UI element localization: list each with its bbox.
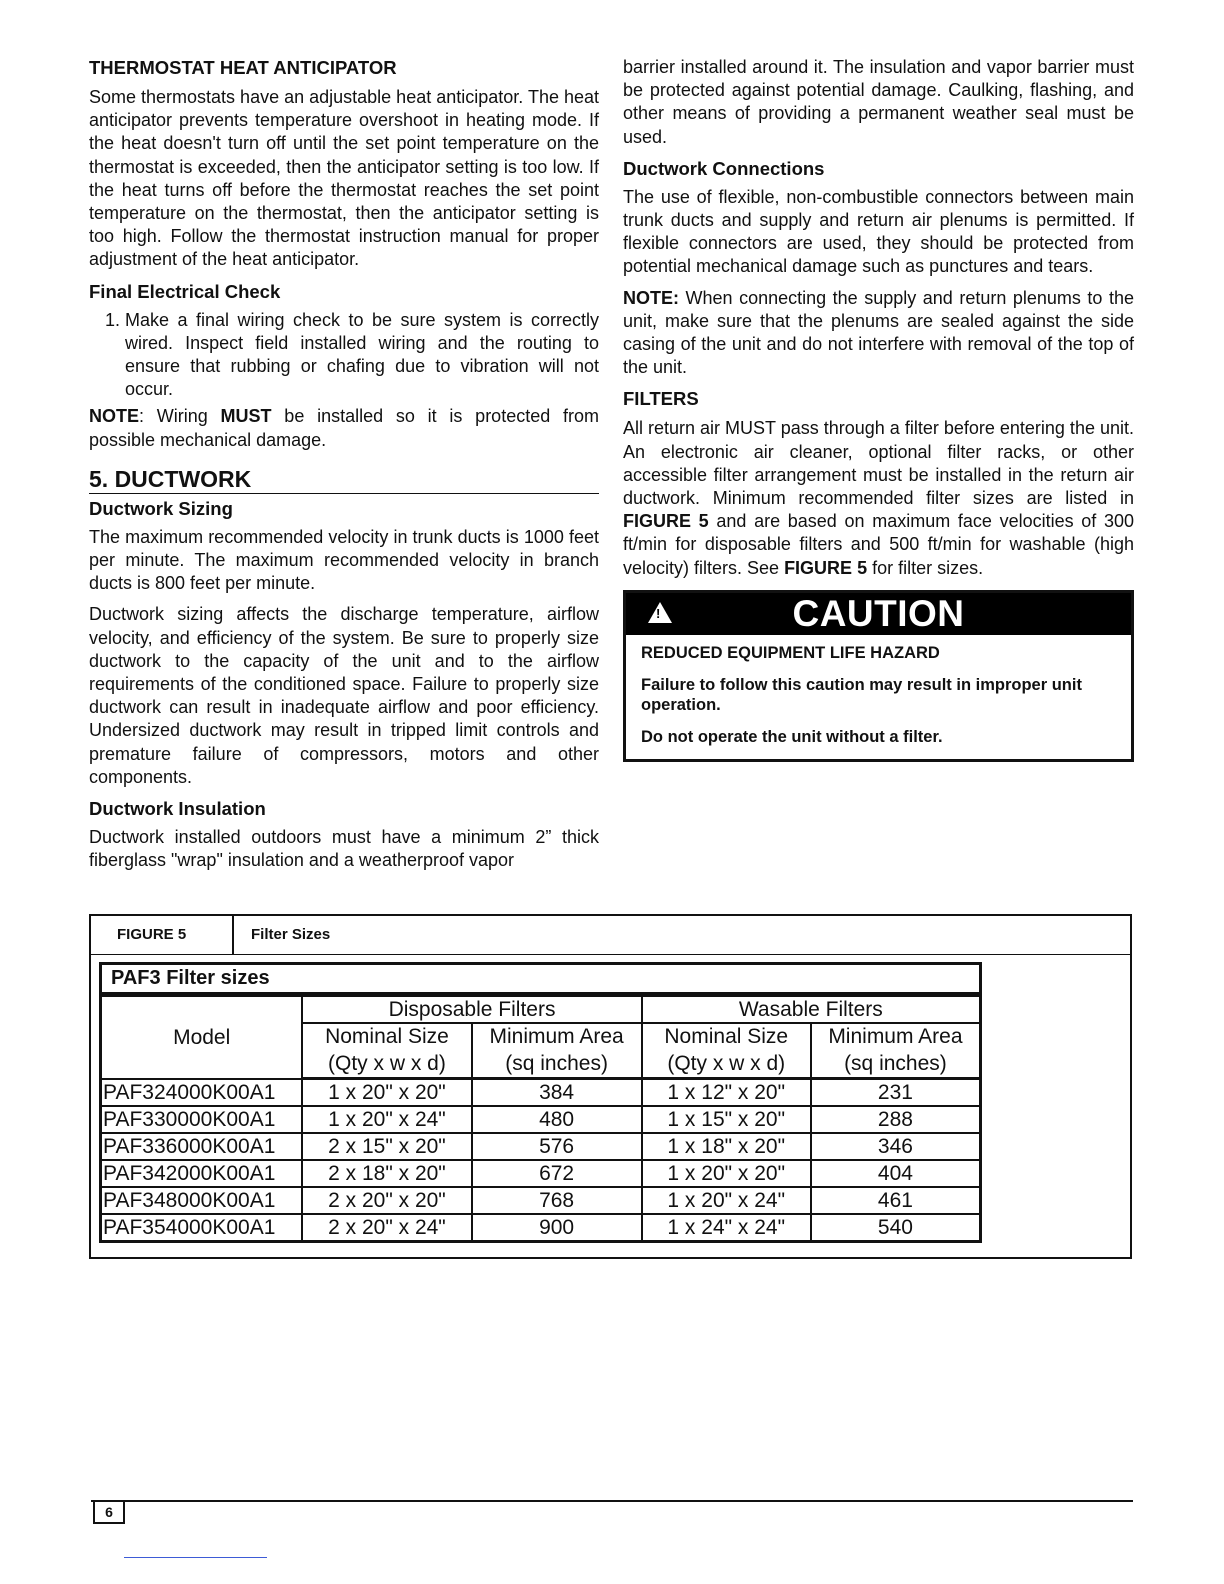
ductwork-sizing-text-1: The maximum recommended velocity in trunk ducts is 1000 feet per minute. The maximum recommended velocity in branch ducts is 800 feet per minute. bbox=[89, 526, 599, 594]
washable-area-header: Minimum Area bbox=[811, 1023, 979, 1049]
disposable-size-cell: 1 x 20" x 20" bbox=[302, 1079, 471, 1107]
washable-size-cell: 1 x 12" x 20" bbox=[642, 1079, 811, 1107]
ductwork-connections-heading: Ductwork Connections bbox=[623, 157, 825, 179]
disposable-area-cell: 768 bbox=[472, 1187, 642, 1214]
page-number: 6 bbox=[93, 1502, 125, 1524]
washable-size-cell: 1 x 15" x 20" bbox=[642, 1106, 811, 1133]
final-check-heading: Final Electrical Check bbox=[89, 280, 281, 302]
figure-header bbox=[91, 916, 1130, 955]
washable-area-cell: 461 bbox=[811, 1187, 979, 1214]
note-pre: : Wiring bbox=[139, 406, 221, 427]
figure-ref-1[interactable]: FIGURE 5 bbox=[623, 511, 709, 532]
disposable-size-cell: 1 x 20" x 24" bbox=[302, 1106, 471, 1133]
footer-rule bbox=[91, 1500, 1133, 1502]
disposable-area-cell: 480 bbox=[472, 1106, 642, 1133]
ductwork-insulation-text: Ductwork installed outdoors must have a minimum 2” thick fiberglass "wrap" insulation and a weatherproof vapor bbox=[89, 827, 599, 871]
filter-table bbox=[102, 995, 979, 1240]
filters-heading: FILTERS bbox=[623, 388, 699, 410]
section-title-ductwork: 5. DUCTWORK bbox=[89, 466, 599, 494]
final-check-item: 1. Make a final wiring check to be sure system is correctly wired. Inspect field installed wiring and the routing to ensure that rubbing or chafing due to vibration will not occur. bbox=[125, 309, 599, 402]
washable-header: Wasable Filters bbox=[642, 996, 979, 1023]
figure-label: FIGURE 5 bbox=[91, 916, 234, 954]
model-cell: PAF336000K00A1 bbox=[102, 1133, 302, 1160]
model-cell: PAF324000K00A1 bbox=[102, 1079, 302, 1107]
disposable-area-cell: 384 bbox=[472, 1079, 642, 1107]
table-row bbox=[102, 1187, 979, 1214]
caution-hazard: REDUCED EQUIPMENT LIFE HAZARD bbox=[641, 643, 940, 662]
disposable-size-cell: 2 x 15" x 20" bbox=[302, 1133, 471, 1160]
table-row bbox=[102, 1214, 979, 1240]
figure-5 bbox=[89, 914, 1132, 1259]
washable-area-cell: 540 bbox=[811, 1214, 979, 1240]
table-row bbox=[102, 1133, 979, 1160]
disposable-size-cell: 2 x 20" x 20" bbox=[302, 1187, 471, 1214]
table-row bbox=[102, 1106, 979, 1133]
caution-instruction: Do not operate the unit without a filter. bbox=[641, 727, 943, 746]
heat-anticipator-text: Some thermostats have an adjustable heat anticipator. The heat anticipator prevents temperature overshoot in heating mode. If the heat doesn't turn off until the set point temperature on the thermostat is exceeded, then the anticipator setting is too low. If the heat turns off before the thermostat reaches the set point temperature on the thermostat, then the anticipator setting is too high. Follow the thermostat instruction manual for proper adjustment of the heat anticipator. bbox=[89, 87, 599, 270]
ductwork-sizing-heading: Ductwork Sizing bbox=[89, 497, 233, 519]
disposable-nominal-header: Nominal Size bbox=[302, 1023, 471, 1049]
note-post: be installed so it is protected from possible mechanical damage. bbox=[89, 406, 599, 450]
figure-title: Filter Sizes bbox=[251, 926, 331, 943]
disposable-area-unit: (sq inches) bbox=[472, 1049, 642, 1079]
table-row bbox=[102, 1160, 979, 1187]
wiring-note bbox=[89, 405, 599, 451]
disposable-area-header: Minimum Area bbox=[472, 1023, 642, 1049]
caution-body bbox=[626, 635, 1131, 759]
caution-header bbox=[626, 593, 1131, 635]
model-cell: PAF342000K00A1 bbox=[102, 1160, 302, 1187]
filters-text-part-3: for filter sizes. bbox=[867, 557, 984, 578]
washable-area-cell: 346 bbox=[811, 1133, 979, 1160]
model-cell: PAF330000K00A1 bbox=[102, 1106, 302, 1133]
model-header: Model bbox=[102, 996, 302, 1079]
washable-size-cell: 1 x 24" x 24" bbox=[642, 1214, 811, 1240]
model-cell: PAF354000K00A1 bbox=[102, 1214, 302, 1240]
washable-area-cell: 288 bbox=[811, 1106, 979, 1133]
final-check-list bbox=[89, 309, 599, 402]
figure-ref-2[interactable]: FIGURE 5 bbox=[784, 557, 868, 578]
disposable-area-cell: 672 bbox=[472, 1160, 642, 1187]
plenum-note-label: NOTE: bbox=[623, 287, 679, 308]
caution-title: CAUTION bbox=[792, 592, 965, 634]
bottom-divider bbox=[124, 1557, 267, 1558]
plenum-note bbox=[623, 287, 1134, 380]
ductwork-sizing-text-2: Ductwork sizing affects the discharge temperature, airflow velocity, and efficiency of the system. Be sure to properly size ductwork to the capacity of the unit and to the airflow requirements of the conditioned space. Failure to properly size ductwork can result in inadequate airflow and poor efficiency. Undersized ductwork may result in tripped limit controls and premature failure of compressors, motors and other components. bbox=[89, 604, 599, 787]
model-cell: PAF348000K00A1 bbox=[102, 1187, 302, 1214]
washable-nominal-unit: (Qty x w x d) bbox=[642, 1049, 811, 1079]
table-row bbox=[102, 1079, 979, 1107]
filters-text-part-2: and are based on maximum face velocities of 300 ft/min for disposable filters and 500 ft/min for washable (high velocity) filters. See bbox=[623, 511, 1134, 578]
right-column bbox=[623, 56, 1134, 762]
ductwork-insulation-heading: Ductwork Insulation bbox=[89, 798, 266, 820]
washable-area-cell: 231 bbox=[811, 1079, 979, 1107]
filters-text-part-1: All return air MUST pass through a filter before entering the unit. An electronic air cleaner, optional filter racks, or other accessible filter arrangement must be installed in the return air ductwork. Minimum recommended filter sizes are listed in bbox=[623, 418, 1134, 509]
disposable-area-cell: 576 bbox=[472, 1133, 642, 1160]
table-header-row-1 bbox=[102, 996, 979, 1023]
washable-nominal-header: Nominal Size bbox=[642, 1023, 811, 1049]
caution-consequence: Failure to follow this caution may result in improper unit operation. bbox=[641, 675, 1082, 714]
disposable-size-cell: 2 x 18" x 20" bbox=[302, 1160, 471, 1187]
disposable-header: Disposable Filters bbox=[302, 996, 641, 1023]
disposable-nominal-unit: (Qty x w x d) bbox=[302, 1049, 471, 1079]
note-must: MUST bbox=[220, 406, 272, 427]
washable-size-cell: 1 x 20" x 24" bbox=[642, 1187, 811, 1214]
insulation-continued-text: barrier installed around it. The insulation and vapor barrier must be protected against potential damage. Caulking, flashing, and other means of providing a permanent weather seal must be used. bbox=[623, 57, 1134, 147]
filter-sizes-table bbox=[99, 962, 982, 1243]
washable-area-cell: 404 bbox=[811, 1160, 979, 1187]
note-label: NOTE bbox=[89, 406, 140, 427]
table-title: PAF3 Filter sizes bbox=[102, 965, 979, 995]
disposable-area-cell: 900 bbox=[472, 1214, 642, 1240]
plenum-note-text: When connecting the supply and return plenums to the unit, make sure that the plenums are sealed against the side casing of the unit and do not interfere with removal of the top of the unit. bbox=[623, 287, 1134, 378]
disposable-size-cell: 2 x 20" x 24" bbox=[302, 1214, 471, 1240]
left-column bbox=[89, 56, 599, 880]
washable-area-unit: (sq inches) bbox=[811, 1049, 979, 1079]
caution-box bbox=[623, 590, 1134, 762]
heat-anticipator-heading: THERMOSTAT HEAT ANTICIPATOR bbox=[89, 57, 397, 78]
washable-size-cell: 1 x 18" x 20" bbox=[642, 1133, 811, 1160]
ductwork-connections-text: The use of flexible, non-combustible connectors between main trunk ducts and supply and return air plenums is permitted. If flexible connectors are used, they should be protected from potential mechanical damage such as punctures and tears. bbox=[623, 186, 1134, 277]
warning-glyph: ! bbox=[656, 605, 661, 621]
filters-text bbox=[623, 417, 1134, 579]
washable-size-cell: 1 x 20" x 20" bbox=[642, 1160, 811, 1187]
